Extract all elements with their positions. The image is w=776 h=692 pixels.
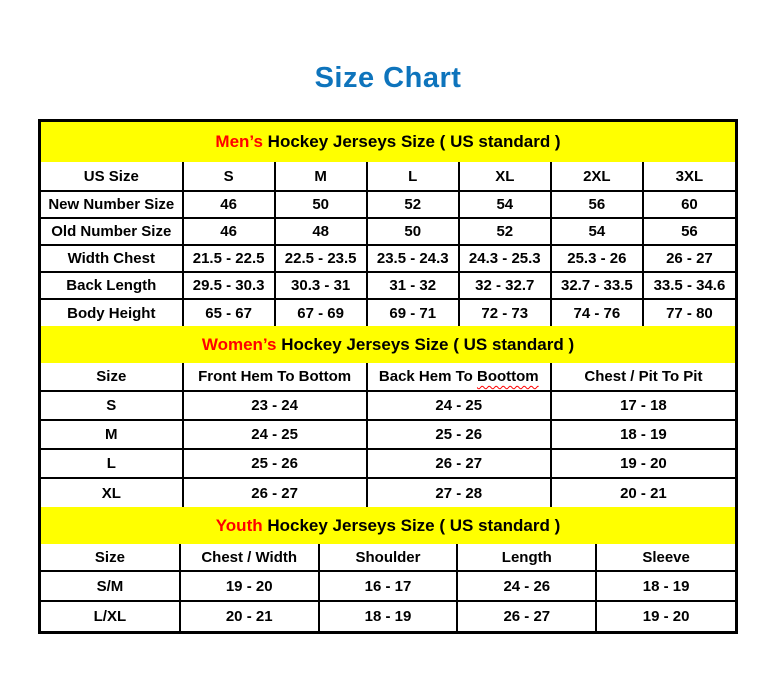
mens-heading-rest: Hockey Jerseys Size ( US standard ) [262,132,561,151]
youth-heading-accent: Youth [215,515,263,535]
row-label-cell: New Number Size [41,191,183,218]
value-cell: 18 - 19 [596,571,735,601]
row-label-cell: L [41,449,183,478]
column-header: M [275,162,367,191]
column-header: L [367,162,459,191]
row-label-cell: Width Chest [41,245,183,272]
value-cell: 72 - 73 [459,299,551,326]
header-row [41,544,735,571]
value-cell: 17 - 18 [551,391,735,420]
youth-size-table [41,544,735,631]
value-cell: 54 [459,191,551,218]
column-header: Chest / Pit To Pit [551,363,735,391]
column-header: Shoulder [319,544,458,571]
table-row [41,391,735,420]
column-header: 2XL [551,162,643,191]
value-cell: 24 - 25 [183,420,367,449]
value-cell: 52 [367,191,459,218]
row-label-cell: S [41,391,183,420]
mens-section-heading [41,122,735,162]
column-header: Chest / Width [180,544,319,571]
value-cell: 74 - 76 [551,299,643,326]
row-label-cell: L/XL [41,601,180,631]
value-cell: 77 - 80 [643,299,735,326]
value-cell: 25 - 26 [183,449,367,478]
value-cell: 50 [275,191,367,218]
value-cell: 23.5 - 24.3 [367,245,459,272]
column-header: Back Hem To Boottom [367,363,551,391]
womens-section-heading [41,326,735,363]
value-cell: 29.5 - 30.3 [183,272,275,299]
table-row [41,272,735,299]
table-row [41,420,735,449]
value-cell: 60 [643,191,735,218]
table-row [41,299,735,326]
youth-section-heading [41,507,735,544]
value-cell: 48 [275,218,367,245]
table-row [41,218,735,245]
row-label-cell: Old Number Size [41,218,183,245]
misspelled-word: Boottom [476,368,539,385]
value-cell: 69 - 71 [367,299,459,326]
value-cell: 19 - 20 [180,571,319,601]
header-row [41,363,735,391]
table-row [41,245,735,272]
womens-heading-rest: Hockey Jerseys Size ( US standard ) [276,334,575,354]
value-cell: 21.5 - 22.5 [183,245,275,272]
value-cell: 23 - 24 [183,391,367,420]
row-label-cell: Body Height [41,299,183,326]
value-cell: 24.3 - 25.3 [459,245,551,272]
womens-size-table [41,363,735,507]
column-header: Size [41,544,180,571]
youth-heading-rest: Hockey Jerseys Size ( US standard ) [262,515,561,535]
value-cell: 31 - 32 [367,272,459,299]
table-row [41,571,735,601]
womens-heading-accent: Women’s [201,334,277,354]
value-cell: 25.3 - 26 [551,245,643,272]
mens-heading-accent: Men’s [215,132,263,151]
column-header: US Size [41,162,183,191]
value-cell: 30.3 - 31 [275,272,367,299]
column-header: S [183,162,275,191]
table-row [41,478,735,507]
value-cell: 22.5 - 23.5 [275,245,367,272]
size-chart-frame [38,119,738,634]
column-header: Length [457,544,596,571]
value-cell: 20 - 21 [551,478,735,507]
header-row [41,162,735,191]
value-cell: 32.7 - 33.5 [551,272,643,299]
row-label-cell: Back Length [41,272,183,299]
value-cell: 26 - 27 [183,478,367,507]
column-header: Size [41,363,183,391]
value-cell: 26 - 27 [643,245,735,272]
page-title: Size Chart [314,62,462,94]
value-cell: 24 - 26 [457,571,596,601]
row-label-cell: S/M [41,571,180,601]
column-header: XL [459,162,551,191]
value-cell: 52 [459,218,551,245]
value-cell: 26 - 27 [457,601,596,631]
mens-size-table [41,162,735,326]
value-cell: 67 - 69 [275,299,367,326]
value-cell: 46 [183,191,275,218]
value-cell: 54 [551,218,643,245]
column-header: Front Hem To Bottom [183,363,367,391]
row-label-cell: XL [41,478,183,507]
column-header: 3XL [643,162,735,191]
value-cell: 19 - 20 [551,449,735,478]
value-cell: 18 - 19 [551,420,735,449]
value-cell: 27 - 28 [367,478,551,507]
table-row [41,601,735,631]
value-cell: 16 - 17 [319,571,458,601]
value-cell: 56 [551,191,643,218]
value-cell: 24 - 25 [367,391,551,420]
value-cell: 65 - 67 [183,299,275,326]
table-row [41,191,735,218]
row-label-cell: M [41,420,183,449]
value-cell: 50 [367,218,459,245]
value-cell: 46 [183,218,275,245]
table-row [41,449,735,478]
value-cell: 19 - 20 [596,601,735,631]
value-cell: 18 - 19 [319,601,458,631]
value-cell: 56 [643,218,735,245]
value-cell: 20 - 21 [180,601,319,631]
value-cell: 26 - 27 [367,449,551,478]
value-cell: 25 - 26 [367,420,551,449]
column-header: Sleeve [596,544,735,571]
value-cell: 32 - 32.7 [459,272,551,299]
value-cell: 33.5 - 34.6 [643,272,735,299]
